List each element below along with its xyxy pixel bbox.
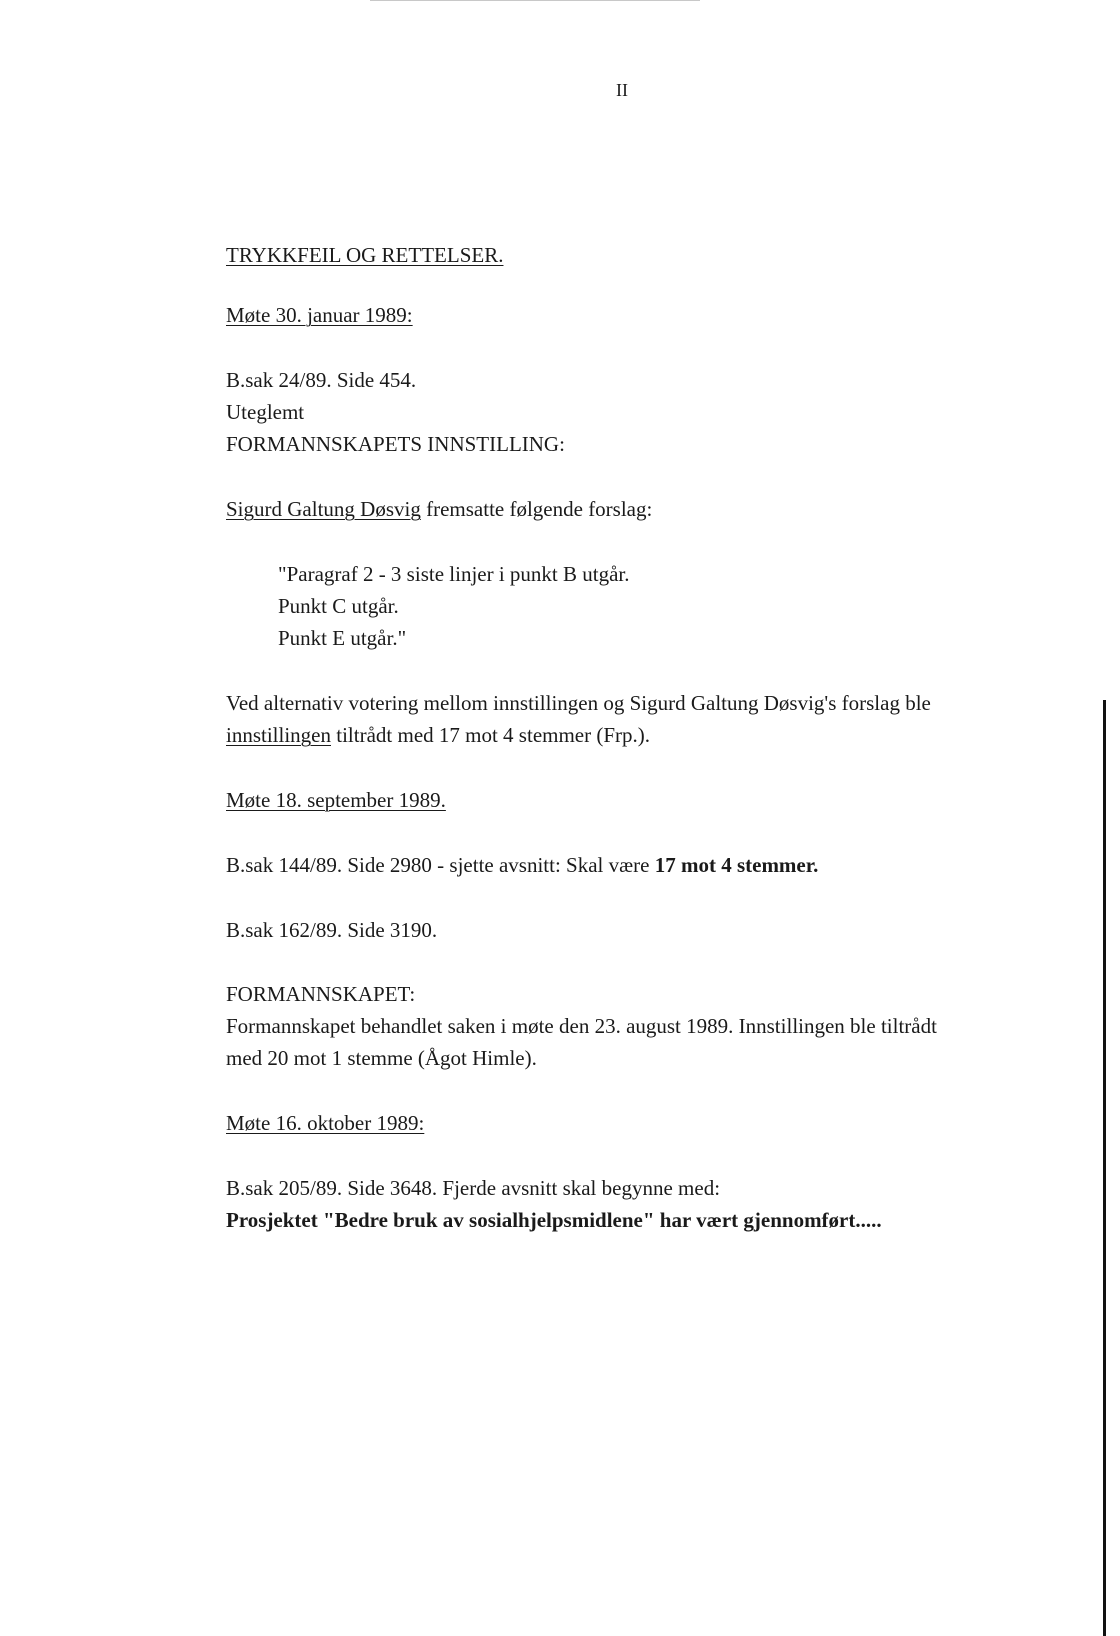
meeting-1-section-title: FORMANNSKAPETS INNSTILLING: xyxy=(226,432,565,456)
meeting-3-title: Møte 16. oktober 1989: xyxy=(226,1111,425,1135)
meeting-2-text-line-1: Formannskapet behandlet saken i møte den 23. august 1989. Innstillingen ble tiltrådt xyxy=(226,1014,937,1038)
meeting-3-case-ref: B.sak 205/89. Side 3648. Fjerde avsnitt skal begynne med: xyxy=(226,1176,721,1200)
meeting-2-case-1 xyxy=(226,852,818,878)
quote-line-1: "Paragraf 2 - 3 siste linjer i punkt B utgår. xyxy=(278,562,630,586)
meeting-2-title: Møte 18. september 1989. xyxy=(226,788,446,812)
meeting-1-title: Møte 30. januar 1989: xyxy=(226,303,413,327)
case-1-prefix: B.sak 144/89. Side 2980 - sjette avsnitt: Skal være xyxy=(226,853,655,877)
meeting-1-case-ref: B.sak 24/89. Side 454. xyxy=(226,368,417,392)
proposal-intro: fremsatte følgende forslag: xyxy=(420,497,653,521)
document-heading: TRYKKFEIL OG RETTELSER. xyxy=(226,243,504,267)
meeting-2-case-2: B.sak 162/89. Side 3190. xyxy=(226,918,438,942)
case-1-bold: 17 mot 4 stemmer. xyxy=(654,853,819,877)
meeting-1-proposal-line xyxy=(226,496,652,522)
vote-rest: tiltrådt med 17 mot 4 stemmer (Frp.). xyxy=(331,723,651,747)
meeting-3-correction: Prosjektet "Bedre bruk av sosialhjelpsmidlene" har vært gjennomført..... xyxy=(226,1208,882,1232)
quote-line-3: Punkt E utgår." xyxy=(278,626,407,650)
meeting-2-section-title: FORMANNSKAPET: xyxy=(226,982,416,1006)
meeting-1-omitted-label: Uteglemt xyxy=(226,400,305,424)
meeting-2-text-line-2: med 20 mot 1 stemme (Ågot Himle). xyxy=(226,1046,537,1070)
scan-edge-line xyxy=(1103,700,1106,1636)
vote-underlined-word: innstillingen xyxy=(226,723,331,747)
quote-line-2: Punkt C utgår. xyxy=(278,594,399,618)
vote-line-1: Ved alternativ votering mellom innstillingen og Sigurd Galtung Døsvig's forslag ble xyxy=(226,691,931,715)
vote-line-2 xyxy=(226,722,650,748)
proposer-name: Sigurd Galtung Døsvig xyxy=(226,497,421,521)
page-number: II xyxy=(616,80,628,100)
scan-top-rule xyxy=(370,0,700,1)
